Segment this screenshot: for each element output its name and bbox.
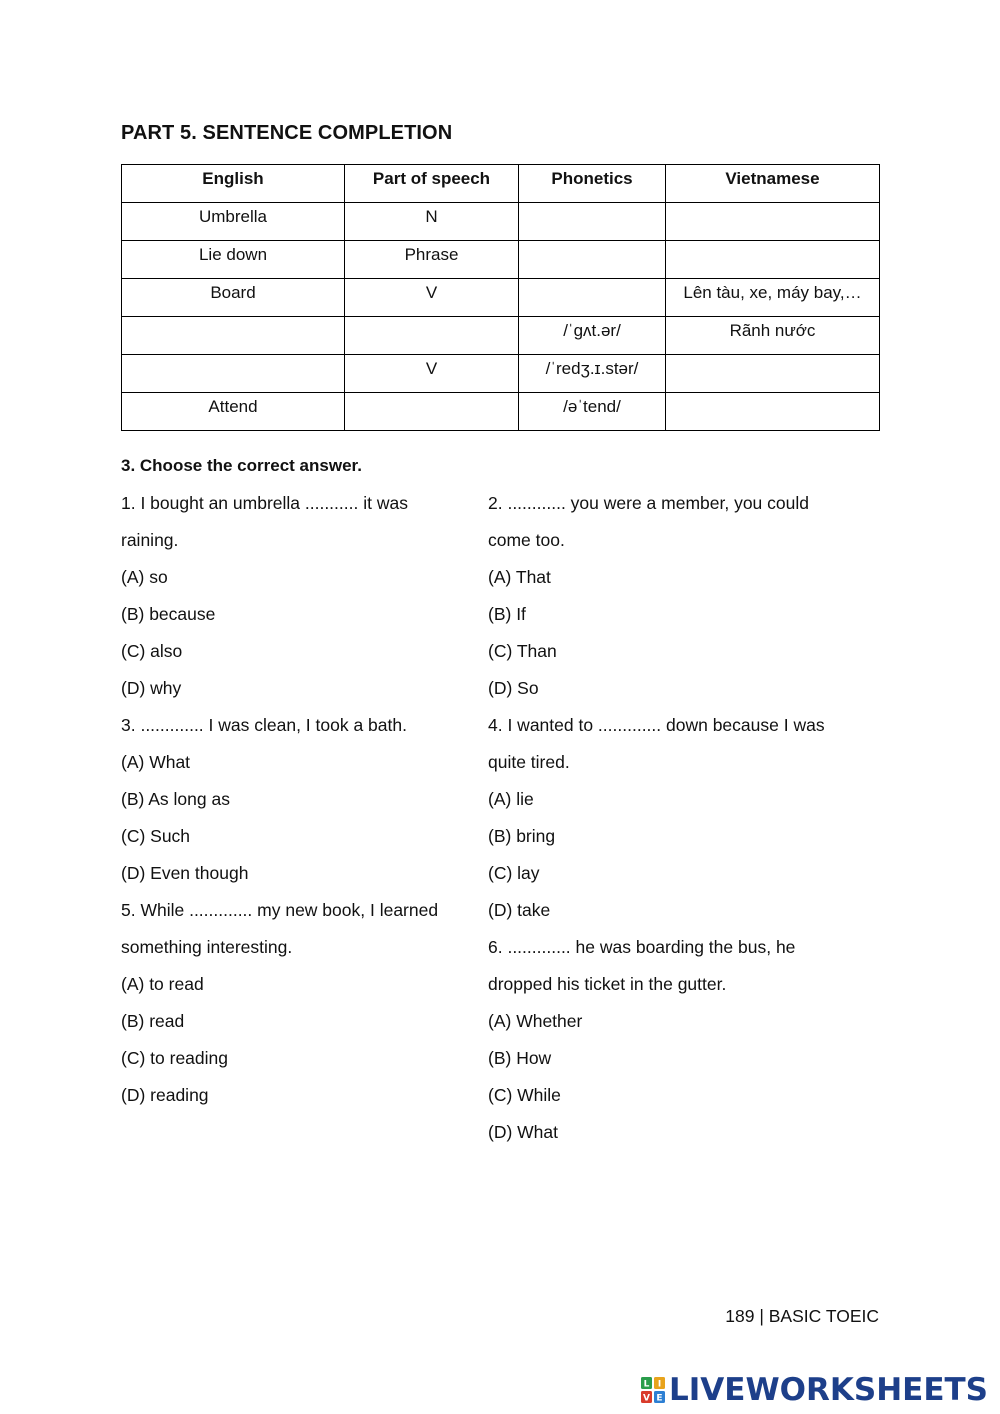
table-cell: N [345,203,519,241]
brand-name: LIVEWORKSHEETS [669,1372,988,1408]
table-cell: V [345,355,519,393]
questions-left-column [121,490,471,1119]
answer-option[interactable]: (A) lie [488,789,534,809]
question-text: come too. [488,530,565,550]
table-cell: /ˈɡʌt.ər/ [519,317,666,355]
table-cell[interactable] [345,317,519,355]
table-header-cell: Phonetics [519,165,666,203]
page-footer: 189 | BASIC TOEIC [725,1306,879,1326]
table-cell: Umbrella [122,203,345,241]
answer-option[interactable]: (D) reading [121,1085,209,1105]
answer-option[interactable]: (C) While [488,1085,561,1105]
answer-option[interactable]: (D) Even though [121,863,249,883]
table-cell[interactable] [666,241,880,279]
question-text: 5. While ............. my new book, I learned [121,900,439,920]
table-cell: Board [122,279,345,317]
answer-option[interactable]: (C) Such [121,826,191,846]
table-cell[interactable] [345,393,519,431]
answer-option[interactable]: (B) read [121,1011,185,1031]
table-cell: Rãnh nước [666,317,880,355]
table-cell[interactable] [666,355,880,393]
table-header-cell: Part of speech [345,165,519,203]
table-header-row [122,165,880,203]
answer-option[interactable]: (B) How [488,1048,552,1068]
answer-option[interactable]: (B) If [488,604,526,624]
answer-option[interactable]: (C) Than [488,641,557,661]
table-cell: Phrase [345,241,519,279]
svg-text:I: I [657,1379,662,1390]
table-cell[interactable] [519,241,666,279]
answer-option[interactable]: (A) so [121,567,168,587]
answer-option[interactable]: (A) That [488,567,551,587]
question-text: raining. [121,530,179,550]
table-cell[interactable] [519,203,666,241]
liveworksheets-logo-icon [641,1377,665,1403]
answer-option[interactable]: (C) also [121,641,183,661]
liveworksheets-brand [641,1372,988,1408]
table-cell[interactable] [122,355,345,393]
answer-option[interactable]: (D) take [488,900,551,920]
vocabulary-table [121,164,880,431]
answer-option[interactable]: (D) What [488,1122,558,1142]
exercise-title: 3. Choose the correct answer. [121,456,362,475]
question-text: 2. ............ you were a member, you could [488,493,809,513]
table-cell[interactable] [122,317,345,355]
svg-text:L: L [643,1379,650,1390]
table-row [122,355,880,393]
questions-right-column [488,490,848,1156]
table-cell[interactable] [666,203,880,241]
table-header-cell: English [122,165,345,203]
table-row [122,203,880,241]
question-text: 6. ............. he was boarding the bus, he [488,937,796,957]
page-title: PART 5. SENTENCE COMPLETION [121,122,453,144]
answer-option[interactable]: (D) why [121,678,182,698]
answer-option[interactable]: (B) As long as [121,789,230,809]
question-text: quite tired. [488,752,570,772]
table-cell: /əˈtend/ [519,393,666,431]
answer-option[interactable]: (B) because [121,604,216,624]
answer-option[interactable]: (A) Whether [488,1011,583,1031]
answer-option[interactable]: (C) lay [488,863,540,883]
table-cell: V [345,279,519,317]
table-row [122,279,880,317]
table-cell: Lên tàu, xe, máy bay,… [666,279,880,317]
question-text: 3. ............. I was clean, I took a bath. [121,715,407,735]
svg-text:E: E [656,1393,663,1403]
question-text: dropped his ticket in the gutter. [488,974,727,994]
table-cell: Lie down [122,241,345,279]
question-text: something interesting. [121,937,293,957]
table-cell: /ˈredʒ.ɪ.stər/ [519,355,666,393]
table-header-cell: Vietnamese [666,165,880,203]
answer-option[interactable]: (B) bring [488,826,556,846]
answer-option[interactable]: (A) What [121,752,191,772]
question-text: 4. I wanted to ............. down because I was [488,715,825,735]
table-row [122,393,880,431]
table-cell[interactable] [666,393,880,431]
table-row [122,317,880,355]
answer-option[interactable]: (D) So [488,678,539,698]
table-cell: Attend [122,393,345,431]
table-row [122,241,880,279]
svg-text:V: V [643,1393,650,1403]
question-text: 1. I bought an umbrella ........... it was [121,493,408,513]
answer-option[interactable]: (A) to read [121,974,204,994]
table-cell[interactable] [519,279,666,317]
answer-option[interactable]: (C) to reading [121,1048,228,1068]
